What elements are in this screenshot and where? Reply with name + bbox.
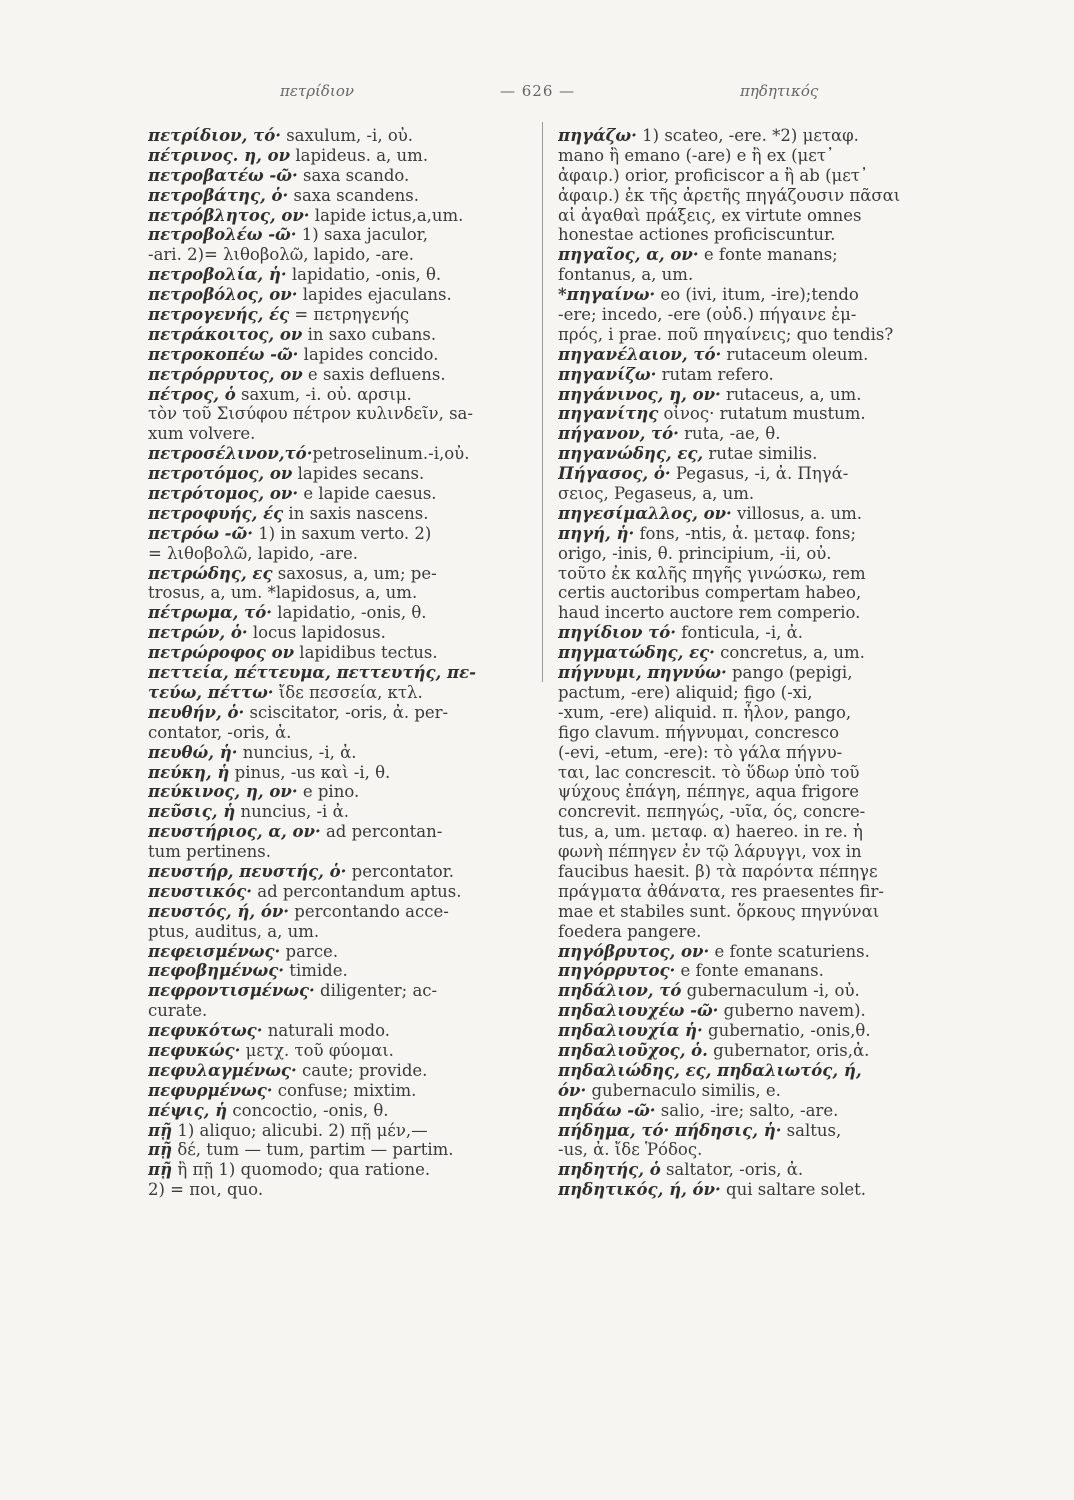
definition: -xum, -ere) aliquid. π. ἧλον, pango, (558, 702, 852, 722)
headword: πεύκινος, η, ον· (148, 782, 298, 802)
headword: πετροβολία, ἡ· (148, 265, 287, 285)
definition: = πετρηγενής (289, 305, 410, 325)
definition: ἴδε πεσσεία, κτλ. (273, 682, 423, 702)
headword: πηγαῖος, α, ον· (558, 245, 699, 265)
headword: Πήγασος, ὁ· (558, 464, 671, 484)
dictionary-line (558, 902, 938, 922)
headword: πεφυλαγμένως· (148, 1060, 297, 1080)
dictionary-line (148, 225, 528, 245)
headword: πεύκη, ἡ (148, 762, 230, 782)
dictionary-line (148, 564, 528, 584)
headword: πηγεσίμαλλος, ον· (558, 503, 732, 523)
dictionary-line (558, 643, 938, 663)
definition: σειος, Pegaseus, a, um. (558, 484, 755, 504)
dictionary-line (558, 981, 938, 1001)
headword: πῇ (148, 1120, 173, 1140)
definition: 1) scateo, -ere. *2) μεταφ. (636, 126, 859, 145)
dictionary-line (558, 862, 938, 882)
dictionary-line (558, 1121, 938, 1141)
header-right-guide-word: πηδητικός (740, 82, 819, 100)
definition: 2) = ποι, quo. (148, 1180, 264, 1200)
dictionary-line (558, 1180, 938, 1200)
definition: gubernaculum -i, οὐ. (681, 981, 860, 1001)
definition: gubernator, oris,ἀ. (707, 1040, 870, 1060)
headword: πηδάλιον, τό (558, 981, 682, 1001)
dictionary-line (558, 186, 938, 206)
dictionary-line (558, 1081, 938, 1101)
definition: nuncius, -i ἀ. (235, 802, 349, 822)
definition: saxulum, -i, οὐ. (280, 126, 414, 145)
definition: honestae actiones proficiscuntur. (558, 225, 836, 245)
definition: gubernatio, -onis,θ. (702, 1021, 871, 1041)
dictionary-line (148, 1061, 528, 1081)
dictionary-line (558, 703, 938, 723)
dictionary-line (148, 385, 528, 405)
dictionary-line (558, 1101, 938, 1121)
dictionary-line (558, 345, 938, 365)
definition: salio, -ire; salto, -are. (655, 1100, 839, 1120)
page-header (0, 82, 1074, 108)
headword: πήγνυμι, πηγνύω· (558, 663, 727, 683)
definition: 1) aliquo; alicubi. 2) πῇ μέν,— (172, 1120, 428, 1140)
definition: φωνὴ πέπηγεν ἐν τῷ λάρυγγι, vox in (558, 842, 862, 862)
definition: lapides concido. (298, 344, 439, 364)
definition: saxum, -i. οὐ. αρσιμ. (235, 384, 412, 404)
dictionary-line (558, 464, 938, 484)
dictionary-line (558, 1160, 938, 1180)
dictionary-line (148, 902, 528, 922)
dictionary-line (558, 763, 938, 783)
dictionary-line (148, 146, 528, 166)
headword: πετρόβλητος, ον· (148, 205, 310, 225)
dictionary-line (558, 802, 938, 822)
headword: όν· (558, 1080, 587, 1100)
dictionary-line (148, 942, 528, 962)
definition: ἀφαιρ.) ἐκ τῆς ἀρετῆς πηγάζουσιν πᾶσαι (558, 185, 901, 205)
definition: mano ἢ emano (-are) e ἢ ex (μετ᾽ (558, 145, 835, 165)
dictionary-line (148, 166, 528, 186)
dictionary-line (558, 484, 938, 504)
dictionary-line (148, 603, 528, 623)
definition: -us, ἀ. ἴδε Ῥόδος. (558, 1140, 703, 1160)
definition: concoctio, -onis, θ. (227, 1100, 389, 1120)
headword: πηγανίζω· (558, 364, 657, 384)
headword: πετροφυής, ές (148, 503, 284, 523)
headword: πηγόβρυτος, ον· (558, 941, 710, 961)
headword: πευστός, ή, όν· (148, 901, 290, 921)
headword: πετρίδιον, τό· (148, 126, 281, 145)
definition: lapides secans. (292, 464, 425, 484)
definition: fons, -ntis, ἀ. μεταφ. fons; (634, 523, 857, 543)
dictionary-line (148, 763, 528, 783)
definition: naturali modo. (262, 1021, 390, 1041)
headword: πετρώροφος ον (148, 643, 295, 663)
headword: πήγανον, τό· (558, 424, 679, 444)
dictionary-line (558, 1061, 938, 1081)
headword: πηγάνινος, η, ον· (558, 384, 721, 404)
definition: saltus, (781, 1120, 842, 1140)
dictionary-line (148, 703, 528, 723)
headword: πηγματώδης, ες· (558, 643, 715, 663)
dictionary-line (558, 424, 938, 444)
headword: πευστήρ, πευστής, ὁ· (148, 861, 347, 881)
definition: petroselinum.-i,οὐ. (312, 444, 470, 464)
dictionary-line (148, 424, 528, 444)
dictionary-line (148, 1180, 528, 1200)
dictionary-line (148, 961, 528, 981)
headword: πευθώ, ἡ· (148, 742, 238, 762)
definition: 1) saxa jaculor, (296, 225, 428, 245)
definition: saltator, -oris, ἀ. (660, 1160, 804, 1180)
headword: πετροβάτης, ὁ· (148, 185, 289, 205)
dictionary-line (148, 484, 528, 504)
dictionary-line (148, 643, 528, 663)
dictionary-line (558, 365, 938, 385)
definition: Pegasus, -i, ἀ. Πηγά- (670, 464, 849, 484)
definition: qui saltare solet. (720, 1180, 866, 1200)
headword: πηγάζω· (558, 126, 637, 145)
headword: πέτρωμα, τό· (148, 603, 273, 623)
dictionary-line (148, 782, 528, 802)
headword: *πηγαίνω· (558, 285, 656, 305)
definition: lapidatio, -onis, θ. (286, 265, 442, 285)
dictionary-line (558, 623, 938, 643)
dictionary-line (558, 285, 938, 305)
headword: πῇ (148, 1160, 173, 1180)
definition: -ari. 2)= λιθοβολῶ, lapido, -are. (148, 245, 414, 265)
definition: saxa scando. (297, 165, 410, 185)
dictionary-line (148, 345, 528, 365)
headword: πεφοβημένως· (148, 961, 285, 981)
definition: contator, -oris, ἀ. (148, 722, 292, 742)
dictionary-line (558, 146, 938, 166)
dictionary-line (148, 186, 528, 206)
dictionary-line (148, 922, 528, 942)
headword: πήδημα, τό· πήδησις, ἡ· (558, 1120, 782, 1140)
headword: πετράκοιτος, ον (148, 324, 303, 344)
definition: percontator. (346, 861, 455, 881)
dictionary-line (558, 942, 938, 962)
definition: ται, lac concrescit. τὸ ὕδωρ ὑπὸ τοῦ (558, 762, 860, 782)
dictionary-line (148, 1001, 528, 1021)
dictionary-line (558, 404, 938, 424)
definition: origo, -inis, θ. principium, -ii, οὐ. (558, 543, 832, 563)
dictionary-line (148, 1121, 528, 1141)
dictionary-line (148, 464, 528, 484)
headword: πεφυρμένως· (148, 1080, 273, 1100)
definition: αἱ ἀγαθαὶ πράξεις, ex virtute omnes (558, 205, 862, 225)
dictionary-line (558, 822, 938, 842)
headword: πετρώδης, ες (148, 563, 273, 583)
headword: πετροβολέω -ῶ· (148, 225, 297, 245)
headword: πεφεισμένως· (148, 941, 281, 961)
dictionary-line (558, 842, 938, 862)
definition: ψύχους ἐπάγη, πέπηγε, aqua frigore (558, 782, 860, 802)
definition: mae et stabiles sunt. ὅρκους πηγνύναι (558, 901, 880, 921)
dictionary-line (148, 623, 528, 643)
definition: 1) in saxum verto. 2) (252, 523, 432, 543)
dictionary-line (558, 245, 938, 265)
definition: curate. (148, 1001, 208, 1021)
definition: ad percontandum aptus. (251, 881, 462, 901)
headword: πηδητικός, ή, όν· (558, 1180, 721, 1200)
definition: saxa scandens. (288, 185, 420, 205)
dictionary-line (558, 305, 938, 325)
headword: πετροκοπέω -ῶ· (148, 344, 299, 364)
dictionary-line (148, 524, 528, 544)
headword: πεττεία, πέττευμα, πεττευτής, πε- (148, 663, 476, 683)
dictionary-line (148, 444, 528, 464)
dictionary-line (148, 583, 528, 603)
definition: e pino. (297, 782, 360, 802)
dictionary-line (558, 723, 938, 743)
dictionary-line (558, 882, 938, 902)
dictionary-line (558, 683, 938, 703)
definition: locus lapidosus. (247, 623, 386, 643)
definition: δέ, tum — tum, partim — partim. (172, 1140, 454, 1160)
definition: tus, a, um. μεταφ. α) haereo. in re. ἡ (558, 822, 863, 842)
definition: haud incerto auctore rem comperio. (558, 603, 861, 623)
definition: lapide ictus,a,um. (309, 205, 464, 225)
headword: πευστήριος, α, ον· (148, 822, 321, 842)
definition: sciscitator, -oris, ἀ. per- (244, 702, 449, 722)
definition: timide. (284, 961, 348, 981)
headword: πεῦσις, ἡ (148, 802, 236, 822)
dictionary-line (148, 842, 528, 862)
definition: percontando acce- (289, 901, 449, 921)
headword: πετρογενής, ές (148, 305, 290, 325)
dictionary-line (558, 1021, 938, 1041)
headword: πηγόρρυτος· (558, 961, 676, 981)
dictionary-line (558, 743, 938, 763)
dictionary-line (148, 882, 528, 902)
dictionary-line (558, 444, 938, 464)
definition: tum pertinens. (148, 842, 272, 862)
dictionary-line (148, 206, 528, 226)
headword: πετρών, ὁ· (148, 623, 248, 643)
headword: πετρόρρυτος, ον (148, 364, 303, 384)
definition: πρός, i prae. ποῦ πηγαίνεις; quo tendis? (558, 324, 894, 344)
headword: πηγανέλαιον, τό· (558, 344, 722, 364)
definition: eo (ivi, itum, -ire);tendo (655, 285, 859, 305)
dictionary-line (558, 385, 938, 405)
definition: saxosus, a, um; pe- (272, 563, 437, 583)
dictionary-line (148, 862, 528, 882)
column-divider (542, 122, 543, 682)
dictionary-line (148, 285, 528, 305)
definition: e fonte scaturiens. (709, 941, 870, 961)
headword: πηγανίτης (558, 404, 659, 424)
definition: confuse; mixtim. (272, 1080, 417, 1100)
headword: πεφροντισμένως· (148, 981, 315, 1001)
dictionary-line (558, 583, 938, 603)
definition: (-evi, -etum, -ere): τὸ γάλα πήγνυ- (558, 742, 843, 762)
definition: ptus, auditus, a, um. (148, 921, 320, 941)
definition: ἢ πῇ 1) quomodo; qua ratione. (172, 1160, 431, 1180)
dictionary-line (148, 305, 528, 325)
definition: e fonte emanans. (675, 961, 824, 981)
dictionary-line (148, 663, 528, 683)
definition: e saxis defluens. (302, 364, 446, 384)
dictionary-line (148, 325, 528, 345)
definition: ἀφαιρ.) orior, proficiscor a ἢ ab (μετ᾽ (558, 165, 869, 185)
definition: gubernaculo similis, e. (586, 1080, 781, 1100)
headword: πεφυκότως· (148, 1021, 263, 1041)
definition: fontanus, a, um. (558, 265, 694, 285)
dictionary-line (148, 265, 528, 285)
dictionary-line (148, 1160, 528, 1180)
definition: guberno navem). (718, 1001, 866, 1021)
headword: πηγή, ἡ· (558, 523, 635, 543)
dictionary-line (558, 1140, 938, 1160)
definition: pinus, -us καὶ -i, θ. (229, 762, 391, 782)
definition: e fonte manans; (698, 245, 838, 265)
definition: pactum, -ere) aliquid; figo (-xi, (558, 682, 813, 702)
dictionary-line (558, 782, 938, 802)
headword: πηδάω -ῶ· (558, 1100, 656, 1120)
dictionary-line (558, 166, 938, 186)
dictionary-line (148, 504, 528, 524)
headword: πέψις, ἡ (148, 1100, 228, 1120)
headword: πέτρος, ὁ (148, 384, 236, 404)
headword: τεύω, πέττω· (148, 682, 274, 702)
dictionary-line (148, 1081, 528, 1101)
dictionary-line (558, 603, 938, 623)
dictionary-line (558, 663, 938, 683)
dictionary-line (148, 723, 528, 743)
definition: lapides ejaculans. (297, 285, 452, 305)
dictionary-line (148, 365, 528, 385)
dictionary-line (558, 265, 938, 285)
headword: πετροτόμος, ον (148, 464, 293, 484)
headword: πηδαλιουχία ἡ· (558, 1021, 703, 1041)
headword: πηδητής, ὁ (558, 1160, 661, 1180)
headword: πετρότομος, ον· (148, 484, 299, 504)
dictionary-line (148, 981, 528, 1001)
headword: πετροβόλος, ον· (148, 285, 298, 305)
dictionary-line (558, 544, 938, 564)
headword: πηγίδιον τό· (558, 623, 676, 643)
dictionary-line (558, 126, 938, 146)
dictionary-line (148, 683, 528, 703)
definition: lapidibus tectus. (294, 643, 438, 663)
dictionary-line (558, 504, 938, 524)
definition: pango (pepigi, (726, 663, 853, 683)
dictionary-line (148, 822, 528, 842)
definition: diligenter; ac- (314, 981, 438, 1001)
right-column (558, 126, 938, 1200)
definition: rutaceus, a, um. (720, 384, 862, 404)
definition: lapideus. a, um. (290, 145, 429, 165)
definition: τοῦτο ἐκ καλῆς πηγῆς γινώσκω, rem (558, 563, 866, 583)
headword: πεφυκώς· (148, 1040, 241, 1060)
definition: caute; provide. (296, 1060, 428, 1080)
definition: ruta, -ae, θ. (678, 424, 781, 444)
headword: πῇ (148, 1140, 173, 1160)
definition: xum volvere. (148, 424, 256, 444)
definition: concrevit. πεπηγώς, -υῖα, ός, concre- (558, 802, 866, 822)
header-left-guide-word: πετρίδιον (280, 82, 354, 100)
dictionary-line (148, 1140, 528, 1160)
dictionary-line (558, 206, 938, 226)
dictionary-line (148, 245, 528, 265)
definition: villosus, a. um. (731, 503, 863, 523)
definition: rutae similis. (703, 444, 818, 464)
dictionary-line (558, 225, 938, 245)
headword: πευθήν, ὁ· (148, 702, 245, 722)
definition: concretus, a, um. (714, 643, 865, 663)
dictionary-line (148, 126, 528, 146)
definition: οἶνος· rutatum mustum. (658, 404, 866, 424)
dictionary-line (558, 922, 938, 942)
definition: = λιθοβολῶ, lapido, -are. (148, 543, 358, 563)
dictionary-line (558, 961, 938, 981)
definition: certis auctoribus compertam habeo, (558, 583, 862, 603)
dictionary-line (558, 564, 938, 584)
definition: foedera pangere. (558, 921, 702, 941)
definition: in saxo cubans. (302, 324, 437, 344)
definition: parce. (280, 941, 339, 961)
definition: πράγματα ἀθάνατα, res praesentes fir- (558, 881, 884, 901)
dictionary-line (148, 802, 528, 822)
headword: πέτρινος. η, ον (148, 145, 291, 165)
headword: πετροβατέω -ῶ· (148, 165, 298, 185)
definition: faucibus haesit. β) τὰ παρόντα πέπηγε (558, 861, 878, 881)
definition: lapidatio, -onis, θ. (272, 603, 427, 623)
dictionary-line (148, 743, 528, 763)
page-number: — 626 — (500, 82, 576, 100)
definition: e lapide caesus. (298, 484, 437, 504)
dictionary-line (148, 1041, 528, 1061)
headword: πηδαλιοῦχος, ὁ. (558, 1040, 708, 1060)
headword: πηγανώδης, ες, (558, 444, 704, 464)
left-column (148, 126, 528, 1200)
dictionary-line (558, 1001, 938, 1021)
headword: πηδαλιώδης, ες, πηδαλιωτός, ή, (558, 1060, 862, 1080)
definition: fonticula, -i, ἀ. (676, 623, 804, 643)
definition: ad percontan- (320, 822, 443, 842)
definition: in saxis nascens. (283, 503, 429, 523)
dictionary-line (148, 404, 528, 424)
headword: πευστικός· (148, 881, 252, 901)
definition: τὸν τοῦ Σισύφου πέτρον κυλινδεῖν, sa- (148, 404, 473, 424)
dictionary-line (148, 544, 528, 564)
dictionary-line (558, 325, 938, 345)
headword: πετροσέλινον,τό· (148, 444, 313, 464)
headword: πετρόω -ῶ· (148, 523, 253, 543)
definition: μετχ. τοῦ φύομαι. (240, 1040, 394, 1060)
definition: -ere; incedo, -ere (οὐδ.) πήγαινε ἐμ- (558, 305, 857, 325)
dictionary-line (148, 1021, 528, 1041)
headword: πηδαλιουχέω -ῶ· (558, 1001, 719, 1021)
definition: rutam refero. (656, 364, 774, 384)
dictionary-line (148, 1101, 528, 1121)
definition: rutaceum oleum. (721, 344, 869, 364)
definition: nuncius, -i, ἀ. (237, 742, 357, 762)
dictionary-line (558, 1041, 938, 1061)
definition: figo clavum. πήγνυμαι, concresco (558, 722, 839, 742)
dictionary-line (558, 524, 938, 544)
definition: trosus, a, um. *lapidosus, a, um. (148, 583, 418, 603)
